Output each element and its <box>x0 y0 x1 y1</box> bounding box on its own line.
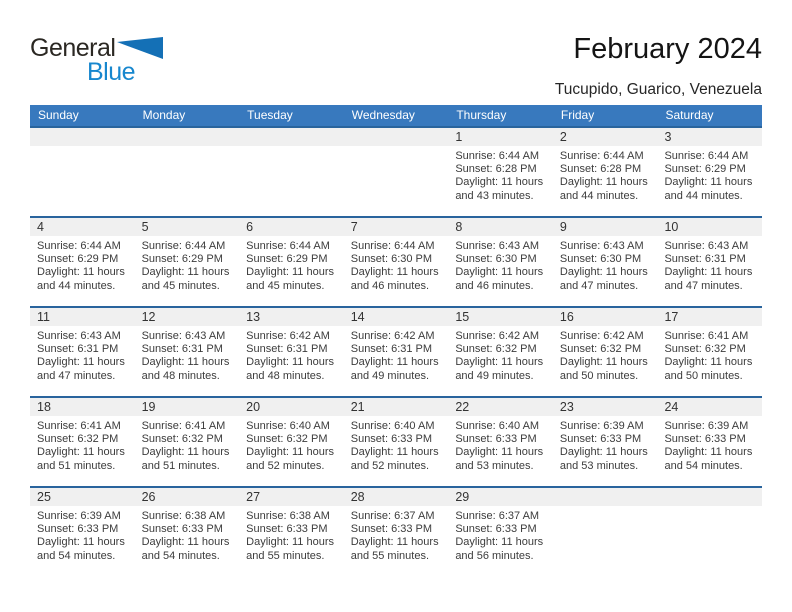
day-cell <box>553 128 658 216</box>
empty-day-cell <box>657 488 762 576</box>
sunrise-text: Sunrise: 6:41 AM <box>664 330 749 342</box>
general-blue-logo <box>30 36 163 85</box>
sunset-text: Sunset: 6:31 PM <box>664 253 746 266</box>
day-details <box>135 326 240 383</box>
sunset-text: Sunset: 6:32 PM <box>141 433 223 446</box>
daylight-text-line2: and 54 minutes. <box>141 549 220 562</box>
sunrise-text: Sunrise: 6:39 AM <box>37 510 121 522</box>
calendar-weeks <box>30 126 762 576</box>
sunrise-text: Sunrise: 6:42 AM <box>559 330 644 342</box>
day-details <box>239 416 344 473</box>
title-block <box>555 34 762 99</box>
daylight-text-line2: and 51 minutes. <box>37 459 116 472</box>
day-number: 27 <box>239 488 344 506</box>
day-cell <box>30 398 135 486</box>
day-cell <box>30 308 135 396</box>
daylight-text-line2: and 54 minutes. <box>664 459 743 472</box>
weekday-wednesday: Wednesday <box>351 108 415 122</box>
sunset-text: Sunset: 6:29 PM <box>664 163 746 176</box>
day-cell <box>344 488 449 576</box>
sunset-text: Sunset: 6:30 PM <box>559 253 642 266</box>
daylight-text-line2: and 44 minutes. <box>664 189 743 202</box>
sunset-text: Sunset: 6:28 PM <box>559 163 642 176</box>
day-details <box>135 416 240 473</box>
daylight-text-line1: Daylight: 11 hours <box>455 536 544 549</box>
day-number-empty <box>239 128 344 146</box>
sunrise-text: Sunrise: 6:43 AM <box>141 330 226 342</box>
day-details <box>30 416 135 473</box>
daylight-text-line2: and 49 minutes. <box>350 369 430 382</box>
day-details <box>30 236 135 293</box>
day-details <box>553 416 658 473</box>
sunset-text: Sunset: 6:33 PM <box>455 523 537 536</box>
day-cell <box>239 398 344 486</box>
day-number: 24 <box>657 398 762 416</box>
daylight-text-line2: and 44 minutes. <box>37 279 116 292</box>
sunrise-text: Sunrise: 6:37 AM <box>455 510 540 522</box>
sunset-text: Sunset: 6:33 PM <box>455 433 537 446</box>
daylight-text-line1: Daylight: 11 hours <box>455 446 544 459</box>
day-details <box>30 506 135 563</box>
day-number: 26 <box>135 488 240 506</box>
sunrise-text: Sunrise: 6:44 AM <box>664 150 749 162</box>
day-details <box>30 326 135 383</box>
daylight-text-line2: and 50 minutes. <box>664 369 743 382</box>
daylight-text-line1: Daylight: 11 hours <box>37 536 125 549</box>
day-number: 7 <box>344 218 449 236</box>
day-number: 2 <box>553 128 658 146</box>
daylight-text-line2: and 43 minutes. <box>455 189 534 202</box>
day-number: 29 <box>448 488 553 506</box>
sunrise-text: Sunrise: 6:37 AM <box>350 510 435 522</box>
day-cell <box>344 218 449 306</box>
weekday-friday: Friday <box>560 108 595 122</box>
sunrise-text: Sunrise: 6:42 AM <box>246 330 330 342</box>
sunset-text: Sunset: 6:33 PM <box>141 523 223 536</box>
empty-day-cell <box>239 128 344 216</box>
sunrise-text: Sunrise: 6:44 AM <box>37 240 121 252</box>
day-number: 10 <box>657 218 762 236</box>
sunset-text: Sunset: 6:32 PM <box>246 433 328 446</box>
day-details <box>135 236 240 293</box>
weekday-thursday: Thursday <box>456 108 507 122</box>
day-number: 17 <box>657 308 762 326</box>
day-number: 9 <box>553 218 658 236</box>
day-cell <box>657 128 762 216</box>
day-cell <box>239 488 344 576</box>
sunrise-text: Sunrise: 6:44 AM <box>559 150 644 162</box>
week-row <box>30 216 762 306</box>
daylight-text-line2: and 47 minutes. <box>37 369 116 382</box>
day-cell <box>448 218 553 306</box>
week-row <box>30 486 762 576</box>
daylight-text-line2: and 55 minutes. <box>246 549 325 562</box>
daylight-text-line1: Daylight: 11 hours <box>37 266 125 279</box>
page-title: February 2024 <box>573 33 762 65</box>
day-number: 16 <box>553 308 658 326</box>
sunrise-text: Sunrise: 6:42 AM <box>350 330 435 342</box>
daylight-text-line1: Daylight: 11 hours <box>455 356 544 369</box>
daylight-text-line1: Daylight: 11 hours <box>141 266 230 279</box>
day-number: 15 <box>448 308 553 326</box>
sunrise-text: Sunrise: 6:41 AM <box>141 420 226 432</box>
day-cell <box>30 218 135 306</box>
day-number: 8 <box>448 218 553 236</box>
sunset-text: Sunset: 6:33 PM <box>664 433 746 446</box>
day-cell <box>135 218 240 306</box>
calendar <box>30 105 762 576</box>
sunrise-text: Sunrise: 6:43 AM <box>455 240 540 252</box>
day-details <box>239 506 344 563</box>
day-details <box>344 416 449 473</box>
day-details <box>448 506 553 563</box>
daylight-text-line2: and 55 minutes. <box>350 549 430 562</box>
day-details <box>657 326 762 383</box>
empty-day-cell <box>135 128 240 216</box>
sunrise-text: Sunrise: 6:38 AM <box>141 510 226 522</box>
day-number: 28 <box>344 488 449 506</box>
day-details <box>553 146 658 203</box>
daylight-text-line2: and 47 minutes. <box>559 279 639 292</box>
day-number-empty <box>135 128 240 146</box>
daylight-text-line1: Daylight: 11 hours <box>664 176 753 189</box>
day-cell <box>448 308 553 396</box>
daylight-text-line1: Daylight: 11 hours <box>664 266 753 279</box>
day-cell <box>657 398 762 486</box>
sunset-text: Sunset: 6:33 PM <box>246 523 328 536</box>
day-cell <box>553 218 658 306</box>
daylight-text-line1: Daylight: 11 hours <box>559 266 648 279</box>
sunset-text: Sunset: 6:29 PM <box>37 253 119 266</box>
daylight-text-line2: and 45 minutes. <box>141 279 220 292</box>
weekday-sunday: Sunday <box>38 108 79 122</box>
day-details <box>344 236 449 293</box>
day-cell <box>344 398 449 486</box>
day-number: 13 <box>239 308 344 326</box>
sunset-text: Sunset: 6:33 PM <box>559 433 642 446</box>
daylight-text-line1: Daylight: 11 hours <box>246 266 335 279</box>
logo-text-blue: Blue <box>87 58 136 86</box>
daylight-text-line1: Daylight: 11 hours <box>664 356 753 369</box>
daylight-text-line1: Daylight: 11 hours <box>350 356 439 369</box>
sunrise-text: Sunrise: 6:39 AM <box>664 420 749 432</box>
day-cell <box>553 398 658 486</box>
empty-day-cell <box>30 128 135 216</box>
daylight-text-line1: Daylight: 11 hours <box>455 176 544 189</box>
day-cell <box>135 398 240 486</box>
day-details <box>344 326 449 383</box>
day-number: 3 <box>657 128 762 146</box>
daylight-text-line1: Daylight: 11 hours <box>559 446 648 459</box>
sunset-text: Sunset: 6:33 PM <box>350 433 433 446</box>
sunrise-text: Sunrise: 6:44 AM <box>141 240 226 252</box>
daylight-text-line1: Daylight: 11 hours <box>664 446 753 459</box>
daylight-text-line1: Daylight: 11 hours <box>141 356 230 369</box>
daylight-text-line1: Daylight: 11 hours <box>141 446 230 459</box>
logo-text-general: General <box>30 34 116 62</box>
daylight-text-line1: Daylight: 11 hours <box>37 446 125 459</box>
day-cell <box>30 488 135 576</box>
sunrise-text: Sunrise: 6:42 AM <box>455 330 540 342</box>
sunrise-text: Sunrise: 6:43 AM <box>559 240 644 252</box>
day-number: 22 <box>448 398 553 416</box>
daylight-text-line1: Daylight: 11 hours <box>559 176 648 189</box>
sunrise-text: Sunrise: 6:39 AM <box>559 420 644 432</box>
daylight-text-line2: and 44 minutes. <box>559 189 639 202</box>
daylight-text-line2: and 52 minutes. <box>246 459 325 472</box>
sunrise-text: Sunrise: 6:38 AM <box>246 510 330 522</box>
sunset-text: Sunset: 6:29 PM <box>141 253 223 266</box>
day-number: 23 <box>553 398 658 416</box>
day-number: 14 <box>344 308 449 326</box>
daylight-text-line2: and 48 minutes. <box>246 369 325 382</box>
daylight-text-line2: and 56 minutes. <box>455 549 534 562</box>
day-details <box>239 236 344 293</box>
sunset-text: Sunset: 6:32 PM <box>664 343 746 356</box>
week-row <box>30 396 762 486</box>
day-details <box>657 146 762 203</box>
daylight-text-line2: and 54 minutes. <box>37 549 116 562</box>
sunset-text: Sunset: 6:31 PM <box>350 343 433 356</box>
sunset-text: Sunset: 6:32 PM <box>37 433 119 446</box>
day-cell <box>135 488 240 576</box>
day-number-empty <box>344 128 449 146</box>
day-details <box>448 416 553 473</box>
day-details <box>657 236 762 293</box>
day-number: 4 <box>30 218 135 236</box>
sunset-text: Sunset: 6:31 PM <box>37 343 119 356</box>
page-subtitle: Tucupido, Guarico, Venezuela <box>554 80 762 98</box>
day-details <box>448 236 553 293</box>
day-details <box>448 326 553 383</box>
sunrise-text: Sunrise: 6:43 AM <box>664 240 749 252</box>
empty-day-cell <box>553 488 658 576</box>
day-number-empty <box>30 128 135 146</box>
day-details <box>344 506 449 563</box>
sunset-text: Sunset: 6:32 PM <box>455 343 537 356</box>
week-row <box>30 306 762 396</box>
day-cell <box>448 488 553 576</box>
daylight-text-line2: and 46 minutes. <box>455 279 534 292</box>
day-cell <box>135 308 240 396</box>
sunset-text: Sunset: 6:31 PM <box>141 343 223 356</box>
day-cell <box>448 398 553 486</box>
daylight-text-line2: and 53 minutes. <box>559 459 639 472</box>
weekday-monday: Monday <box>142 108 186 122</box>
day-details <box>239 326 344 383</box>
day-details <box>657 416 762 473</box>
day-cell <box>553 308 658 396</box>
day-number: 25 <box>30 488 135 506</box>
daylight-text-line2: and 45 minutes. <box>246 279 325 292</box>
day-cell <box>657 308 762 396</box>
day-cell <box>448 128 553 216</box>
daylight-text-line1: Daylight: 11 hours <box>559 356 648 369</box>
sunrise-text: Sunrise: 6:44 AM <box>455 150 540 162</box>
sunrise-text: Sunrise: 6:40 AM <box>246 420 330 432</box>
day-number: 19 <box>135 398 240 416</box>
sunrise-text: Sunrise: 6:44 AM <box>350 240 435 252</box>
day-number: 6 <box>239 218 344 236</box>
sunset-text: Sunset: 6:30 PM <box>455 253 537 266</box>
day-cell <box>239 308 344 396</box>
day-details <box>553 236 658 293</box>
day-cell <box>239 218 344 306</box>
day-number: 5 <box>135 218 240 236</box>
day-number-empty <box>553 488 658 506</box>
sunrise-text: Sunrise: 6:40 AM <box>350 420 435 432</box>
week-row <box>30 126 762 216</box>
day-cell <box>657 218 762 306</box>
daylight-text-line2: and 48 minutes. <box>141 369 220 382</box>
daylight-text-line2: and 47 minutes. <box>664 279 743 292</box>
sunset-text: Sunset: 6:31 PM <box>246 343 328 356</box>
day-details <box>448 146 553 203</box>
daylight-text-line1: Daylight: 11 hours <box>246 356 335 369</box>
day-number: 11 <box>30 308 135 326</box>
sunset-text: Sunset: 6:29 PM <box>246 253 328 266</box>
daylight-text-line1: Daylight: 11 hours <box>246 536 335 549</box>
sunset-text: Sunset: 6:28 PM <box>455 163 537 176</box>
day-cell <box>344 308 449 396</box>
day-number: 20 <box>239 398 344 416</box>
sunset-text: Sunset: 6:33 PM <box>37 523 119 536</box>
day-details <box>553 326 658 383</box>
sunrise-text: Sunrise: 6:40 AM <box>455 420 540 432</box>
day-number: 1 <box>448 128 553 146</box>
day-details <box>135 506 240 563</box>
sunset-text: Sunset: 6:33 PM <box>350 523 433 536</box>
daylight-text-line1: Daylight: 11 hours <box>350 536 439 549</box>
daylight-text-line1: Daylight: 11 hours <box>37 356 125 369</box>
empty-day-cell <box>344 128 449 216</box>
daylight-text-line2: and 53 minutes. <box>455 459 534 472</box>
day-number-empty <box>657 488 762 506</box>
sunrise-text: Sunrise: 6:43 AM <box>37 330 121 342</box>
sunset-text: Sunset: 6:32 PM <box>559 343 642 356</box>
day-number: 18 <box>30 398 135 416</box>
daylight-text-line1: Daylight: 11 hours <box>350 266 439 279</box>
weekday-tuesday: Tuesday <box>247 108 293 122</box>
sunrise-text: Sunrise: 6:41 AM <box>37 420 121 432</box>
daylight-text-line2: and 49 minutes. <box>455 369 534 382</box>
daylight-text-line1: Daylight: 11 hours <box>350 446 439 459</box>
sunrise-text: Sunrise: 6:44 AM <box>246 240 330 252</box>
daylight-text-line1: Daylight: 11 hours <box>141 536 230 549</box>
daylight-text-line1: Daylight: 11 hours <box>455 266 544 279</box>
day-number: 12 <box>135 308 240 326</box>
weekday-header-row <box>30 105 762 126</box>
daylight-text-line2: and 51 minutes. <box>141 459 220 472</box>
daylight-text-line2: and 46 minutes. <box>350 279 430 292</box>
daylight-text-line2: and 52 minutes. <box>350 459 430 472</box>
sunset-text: Sunset: 6:30 PM <box>350 253 433 266</box>
day-number: 21 <box>344 398 449 416</box>
daylight-text-line2: and 50 minutes. <box>559 369 639 382</box>
daylight-text-line1: Daylight: 11 hours <box>246 446 335 459</box>
weekday-saturday: Saturday <box>665 108 714 122</box>
